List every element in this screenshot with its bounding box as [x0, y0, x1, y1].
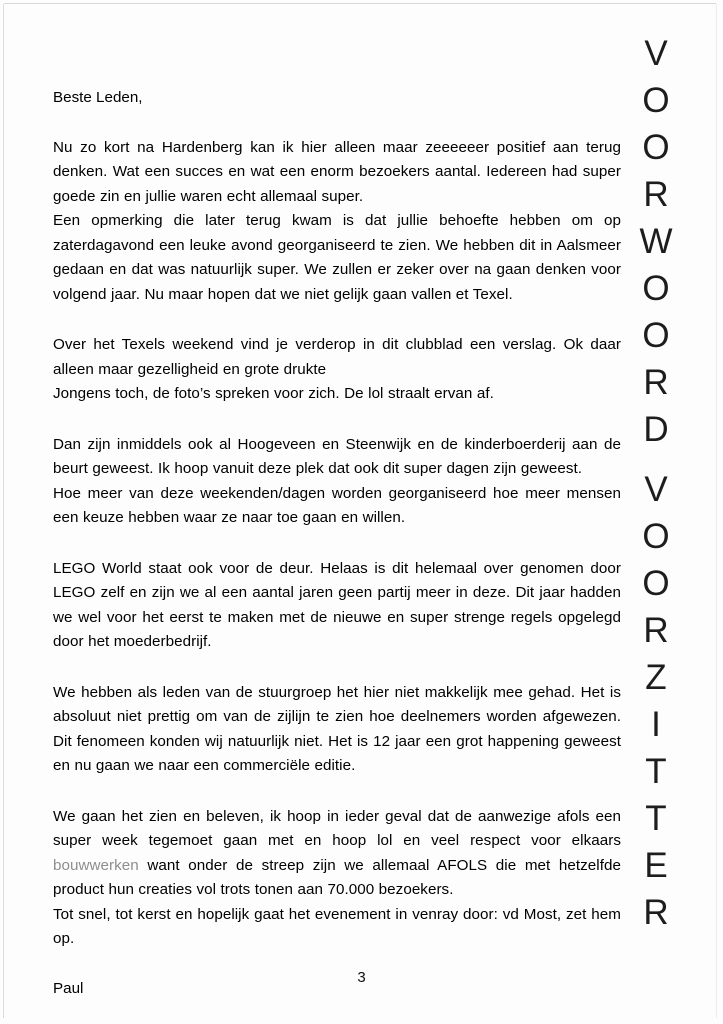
vertical-heading-letter: D: [643, 410, 669, 449]
spacer: [53, 111, 621, 136]
vertical-heading-letter: O: [642, 316, 670, 355]
salutation: Beste Leden,: [53, 89, 143, 106]
vertical-heading-letter: I: [651, 705, 661, 744]
vertical-heading-letter: V: [644, 470, 668, 509]
spacer: [53, 779, 621, 805]
paragraph-lego-world: LEGO World staat ook voor de deur. Helaas is dit helemaal over genomen door LEGO zelf en zijn we al een aantal jaren geen partij meer in deze. Dit jaar hadden we wel voor het eerst te maken met de nieuwe en super strenge regels opgelegd door het moederbedrijf.: [53, 559, 621, 650]
paragraph-tot-snel: Tot snel, tot kerst en hopelijk gaat het evenement in venray door: vd Most, zet hem op.: [53, 905, 621, 947]
vertical-heading-letter: R: [643, 893, 669, 932]
vertical-heading-letter: R: [643, 363, 669, 402]
vertical-heading-letter: R: [643, 611, 669, 650]
paragraph-texels-weekend: Over het Texels weekend vind je verderop in dit clubblad een verslag. Ok daar alleen maar gezelligheid en grote drukte: [53, 336, 621, 378]
signature-name: Paul: [53, 979, 84, 997]
page-number: 3: [357, 969, 366, 986]
paragraph-zaterdagavond: Een opmerking die later terug kwam is dat jullie behoefte hebben om op zaterdagavond een leuke avond georganiseerd te zien. We hebben dit in Aalsmeer gedaan en dat was natuurlijk super. We zullen er zeker over na gaan denken voor volgend jaar. Nu maar hopen dat we niet gelijk gaan vallen et Texel.: [53, 212, 621, 303]
body-text-column: [53, 86, 621, 1001]
page-border-right: [716, 4, 717, 1018]
vertical-heading-letter: O: [642, 269, 670, 308]
vertical-heading-letter: E: [644, 846, 668, 885]
paragraph-afols-respect: [53, 805, 621, 903]
spacer: [53, 307, 621, 333]
vertical-heading-letter: O: [642, 128, 670, 167]
spacer: [53, 407, 621, 433]
vertical-heading-letter: T: [645, 799, 667, 838]
spacer: [53, 531, 621, 557]
paragraph-stuurgroep: We hebben als leden van de stuurgroep het hier niet makkelijk mee gehad. Het is absoluut niet prettig om van de zijlijn te zien hoe deelnemers worden afgewezen. Dit fenomeen konden wij natuurlijk niet. Het is 12 jaar een grot happening geweest en nu gaan we naar een commerciële editie.: [53, 683, 621, 774]
paragraph-fotos: Jongens toch, de foto’s spreken voor zich. De lol straalt ervan af.: [53, 385, 494, 402]
vertical-heading-letter: O: [642, 81, 670, 120]
vertical-heading-letter: R: [643, 175, 669, 214]
paragraph-afols-text-after: want onder de streep zijn we allemaal AFOLS die met hetzelfde product hun creaties vol trots tonen aan 70.000 bezoekers.: [53, 856, 621, 898]
vertical-heading-voorzitter: [628, 466, 684, 936]
vertical-heading-letter: O: [642, 517, 670, 556]
vertical-heading-letter: Z: [645, 658, 667, 697]
page-border-top: [4, 3, 716, 4]
page-border-left: [3, 4, 4, 1018]
vertical-heading-letter: V: [644, 34, 668, 73]
paragraph-afols-text-before: We gaan het zien en beleven, ik hoop in ieder geval dat de aanwezige afols een super week tegemoet gaan met en hoop lol en veel respect voor elkaars: [53, 807, 621, 849]
vertical-heading-letter: W: [639, 222, 673, 261]
vertical-heading-voorwoord: [628, 30, 684, 453]
paragraph-hoogeveen-steenwijk: Dan zijn inmiddels ook al Hoogeveen en Steenwijk en de kinderboerderij aan de beurt geweest. Ik hoop vanuit deze plek dat ook dit super dagen zijn geweest.: [53, 435, 621, 477]
paragraph-weekenden-keuze: Hoe meer van deze weekenden/dagen worden georganiseerd hoe meer mensen een keuze hebben waar ze naar toe gaan en willen.: [53, 484, 621, 526]
vertical-heading-letter: T: [645, 752, 667, 791]
spacer: [53, 655, 621, 681]
vertical-heading-letter: O: [642, 564, 670, 603]
faded-word-bouwwerken: bouwwerken: [53, 856, 139, 874]
paragraph-hardenberg: Nu zo kort na Hardenberg kan ik hier alleen maar zeeeeeer positief aan terug denken. Wat een succes en wat een enorm bezoekers aantal. Iedereen had super goede zin en jullie waren echt allemaal super.: [53, 138, 621, 205]
